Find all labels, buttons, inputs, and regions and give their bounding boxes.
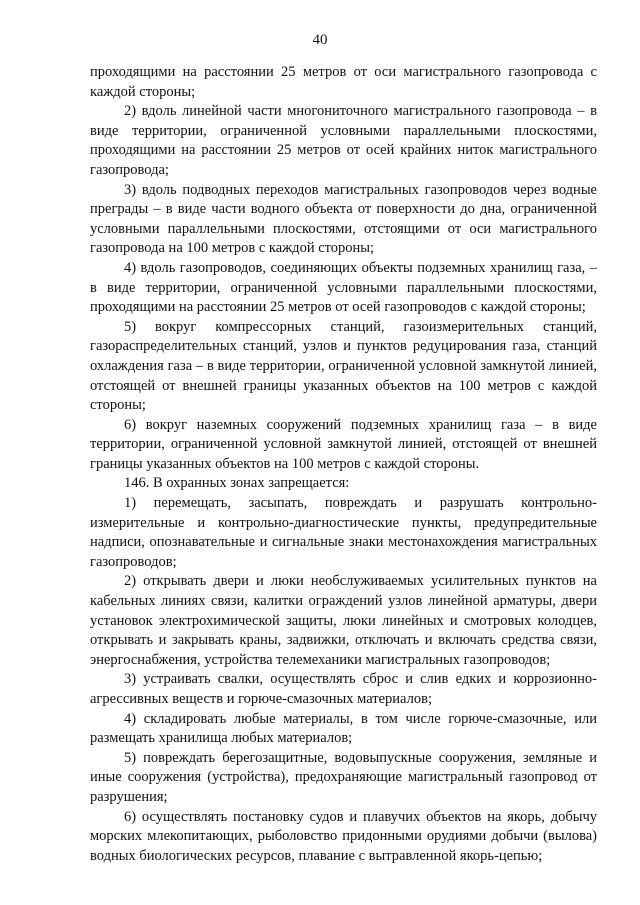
- paragraph-prohibition-3: 3) устраивать свалки, осуществлять сброс и слив едких и коррозионно-агрессивных веществ и горюче-смазочных материалов;: [90, 671, 597, 707]
- paragraph-continuation: проходящими на расстоянии 25 метров от оси магистрального газопровода с каждой стороны;: [90, 64, 597, 100]
- paragraph-item-4-storage-pipelines: 4) вдоль газопроводов, соединяющих объекты подземных хранилищ газа, – в виде территории, ограниченной условными параллельными плоскостями, проходящими на расстоянии 25 метров от осей газопроводов с каждой стороны;: [90, 259, 597, 316]
- paragraph-prohibition-1: 1) перемещать, засыпать, повреждать и разрушать контрольно-измерительные и контрольно-диагностические пункты, предупредительные надписи, опознавательные и сигнальные знаки местонахождения магистральных газопроводов;: [90, 495, 597, 570]
- paragraph-prohibition-5: 5) повреждать берегозащитные, водовыпускные сооружения, земляные и иные сооружения (устройства), предохраняющие магистральный газопровод от разрушения;: [90, 749, 597, 805]
- paragraph-prohibition-6: 6) осуществлять постановку судов и плавучих объектов на якорь, добычу морских млекопитающих, рыболовство придонными орудиями добычи (вылова) водных биологических ресурсов, плавание с вытравленной якорь-цепью;: [90, 808, 597, 864]
- paragraph-item-6-storage-facilities: 6) вокруг наземных сооружений подземных хранилищ газа – в виде территории, ограниченной условной замкнутой линией, отстоящей от внешней границы указанных объектов на 100 метров с каждой стороны.: [90, 416, 597, 472]
- body-text: [90, 63, 597, 866]
- page-number: 40: [312, 32, 328, 48]
- paragraph-146-heading: 146. В охранных зонах запрещается:: [124, 475, 350, 492]
- paragraph-prohibition-4: 4) складировать любые материалы, в том числе горюче-смазочные, или размещать хранилища любых материалов;: [90, 710, 597, 747]
- paragraph-item-5-stations: 5) вокруг компрессорных станций, газоизмерительных станций, газораспределительных станций, узлов и пунктов редуцирования газа, станций охлаждения газа – в виде территории, ограниченной условной замкнутой линией, отстоящей от внешней границы указанных объектов на 100 метров с каждой стороны;: [90, 318, 597, 414]
- paragraph-prohibition-2: 2) открывать двери и люки необслуживаемых усилительных пунктов на кабельных линиях связи, калитки ограждений узлов линейной арматуры, двери установок электрохимической защиты, люки линейных и смотровых колодцев, открывать и закрывать краны, задвижки, отключать и включать средства связи, энергоснабжения, устройства телемеханики магистральных газопроводов;: [90, 573, 597, 668]
- paragraph-item-2-multi-line: 2) вдоль линейной части многониточного магистрального газопровода – в виде территории, ограниченной условными параллельными плоскостями, проходящими на расстоянии 25 метров от осей крайних ниток магистрального газопровода;: [90, 103, 597, 178]
- paragraph-item-3-underwater-crossings: 3) вдоль подводных переходов магистральных газопроводов через водные преграды – в виде части водного объекта от поверхности до дна, ограниченной условными параллельными плоскостями, отстоящими от оси магистрального газопровода на 100 метров с каждой стороны;: [90, 181, 597, 257]
